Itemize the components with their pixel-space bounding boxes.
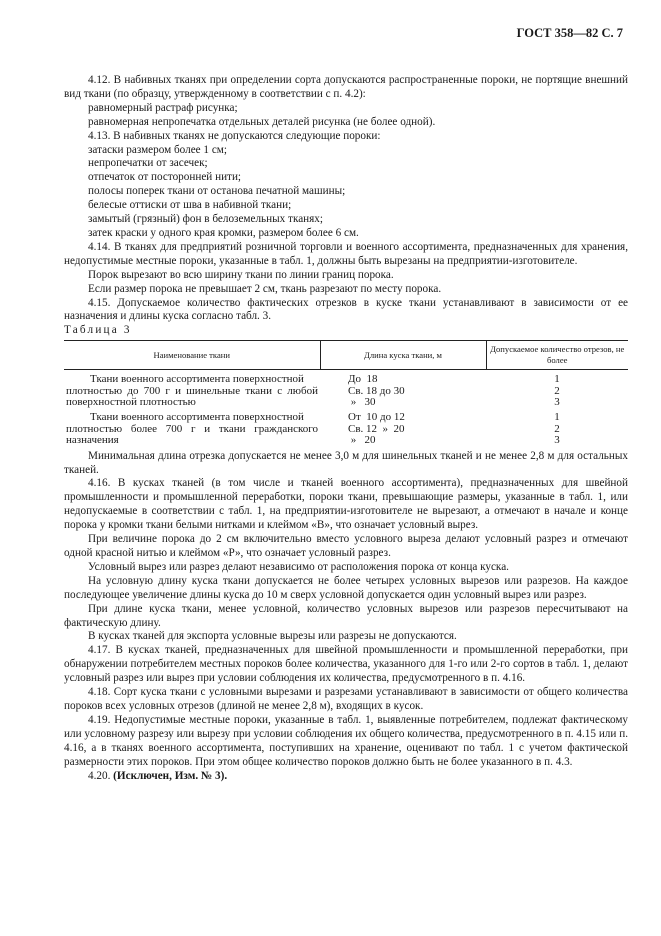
paragraph: В кусках тканей для экспорта условные вырезы или разрезы не допускаются. xyxy=(88,630,457,643)
fabric-name-continuation: плотностью до 700 г и шинельные ткани с любой поверхностной плотностью xyxy=(66,384,318,409)
paragraph: 4.14. В тканях для предприятий розничной торговли и военного ассортимента, предназначенных для хранения, недопустимые местные пороки, указанные в табл. 1, должны быть вырезаны на предприятии-изготовителе. xyxy=(64,240,628,267)
piece-length-cell xyxy=(320,408,486,446)
cut-count: 2 xyxy=(554,422,560,435)
length-range: » 30 xyxy=(348,396,376,409)
list-item: непропечатки от засечек; xyxy=(88,157,208,170)
list-item: белесые оттиски от шва в набивной ткани; xyxy=(88,199,292,212)
paragraph: 4.16. В кусках тканей (в том числе и тканей военного ассортимента), предназначенных для швейной промышленности и промышленной переработки, пороки ткани, превышающие размеры, указанные в табл. 1, или недопускаемые в соответствии с табл. 1, на предприятии-изготовителе не вырезают, а отмечают в начале и конце порока у кромки ткани белыми нитками и клеймом «В», что означает условный вырез. xyxy=(64,477,628,532)
list-item: замытый (грязный) фон в белоземельных тканях; xyxy=(88,213,324,226)
length-range: » 20 xyxy=(348,434,376,447)
page-header: ГОСТ 358—82 С. 7 xyxy=(516,26,623,40)
paragraph: Если размер порока не превышает 2 см, ткань разрезают по месту порока. xyxy=(88,282,442,295)
paragraph: При величине порока до 2 см включительно вместо условного выреза делают условный разрез и отмечают одной красной нитью и клеймом «Р», что означает условный разрез. xyxy=(64,533,628,559)
list-item: полосы поперек ткани от останова печатной машины; xyxy=(88,185,346,198)
fabric-name-continuation: плотностью более 700 г и ткани гражданского назначения xyxy=(66,422,318,447)
document-body xyxy=(64,74,628,783)
clause-number: 4.20. xyxy=(88,769,111,782)
table-row xyxy=(64,370,628,409)
cut-count: 2 xyxy=(554,384,560,397)
table-3 xyxy=(64,340,628,446)
length-range: От 10 до 12 xyxy=(348,411,405,424)
paragraph: 4.18. Сорт куска ткани с условными вырезами и разрезами устанавливают в зависимости от общего количества пороков всех условных отрезов (длиной не менее 2,8 м), входящих в кусок. xyxy=(64,686,628,712)
table-row xyxy=(64,408,628,446)
paragraph: Условный вырез или разрез делают независимо от расположения порока от конца куска. xyxy=(88,560,509,573)
paragraph: При длине куска ткани, менее условной, количество условных вырезов или разрезов пересчитывают на фактическую длину. xyxy=(64,602,628,629)
cut-count: 3 xyxy=(554,396,560,409)
paragraph: Минимальная длина отрезка допускается не менее 3,0 м для шинельных тканей и не менее 2,8 м для остальных тканей. xyxy=(64,449,628,476)
header-fabric-name: Наименование ткани xyxy=(64,341,320,370)
fabric-name-line: Ткани военного ассортимента поверхностной xyxy=(90,411,304,424)
paragraph: 4.15. Допускаемое количество фактических отрезков в куске ткани устанавливают в зависимости от ее назначения и длины куска согласно табл. 3. xyxy=(64,296,628,323)
allowed-cuts-cell xyxy=(486,370,628,409)
header-piece-length: Длина куска ткани, м xyxy=(320,341,486,370)
length-range: Св. 12 » 20 xyxy=(348,422,405,435)
table-body xyxy=(64,370,628,447)
list-item: отпечаток от посторонней нити; xyxy=(88,171,242,184)
section-4-12-to-4-15 xyxy=(64,74,628,324)
allowed-cuts-cell xyxy=(486,408,628,446)
cut-count: 3 xyxy=(554,434,560,447)
list-item: равномерная непропечатка отдельных деталей рисунка (не более одной). xyxy=(88,115,436,128)
list-item: затаски размером более 1 см; xyxy=(88,143,227,156)
fabric-name-line: Ткани военного ассортимента поверхностной xyxy=(90,373,304,386)
paragraph: 4.19. Недопустимые местные пороки, указанные в табл. 1, выявленные потребителем, подлежат фактическому или условному разрезу или вырезу при условии соблюдения их общего количества, предусмотренного в п. 4.15 или п. 4.16, а в тканях военного ассортимента, поступивших на хранение, оценивают по табл. 1 с учетом фактической размерности этих пороков. При этом общее количество пороков должно быть не более указанного в п. 4.3. xyxy=(64,713,628,768)
paragraph: На условную длину куска ткани допускается не более четырех условных вырезов или разрезов. На каждое последующее увеличение длины куска до 10 м сверх условной допускается один условный вырез или разрез. xyxy=(64,574,628,601)
section-4-16-to-4-19 xyxy=(64,450,628,770)
table-header-row xyxy=(64,341,628,370)
list-item: равномерный растраф рисунка; xyxy=(88,101,238,114)
fabric-name-cell xyxy=(64,408,320,446)
piece-length-cell xyxy=(320,370,486,409)
excluded-note: (Исключен, Изм. № 3). xyxy=(113,769,228,782)
fabric-name-cell xyxy=(64,370,320,409)
list-item: затек краски у одного края кромки, размером более 6 см. xyxy=(88,226,359,239)
length-range: До 18 xyxy=(348,373,378,386)
header-allowed-cuts: Допускаемое количество отрезов, не более xyxy=(486,341,628,370)
length-range: Св. 18 до 30 xyxy=(348,384,405,397)
paragraph: 4.12. В набивных тканях при определении сорта допускаются распространенные пороки, не портящие внешний вид ткани (по образцу, утвержденному в соответствии с п. 4.2): xyxy=(64,74,628,100)
paragraph-4-20 xyxy=(64,770,628,784)
table-caption: Таблица 3 xyxy=(64,324,132,337)
paragraph: 4.13. В набивных тканях не допускаются следующие пороки: xyxy=(88,129,381,142)
cut-count: 1 xyxy=(554,411,560,424)
paragraph: 4.17. В кусках тканей, предназначенных для швейной промышленности и промышленной переработки, при обнаружении потребителем местных пороков более количества, указанного для 1-го или 2-го сортов в табл. 1, делают условный разрез или вырез при условии соблюдения их количества, предусмотренного в п. 4.16. xyxy=(64,644,628,685)
cut-count: 1 xyxy=(554,373,560,386)
paragraph: Порок вырезают во всю ширину ткани по линии границ порока. xyxy=(88,268,394,281)
